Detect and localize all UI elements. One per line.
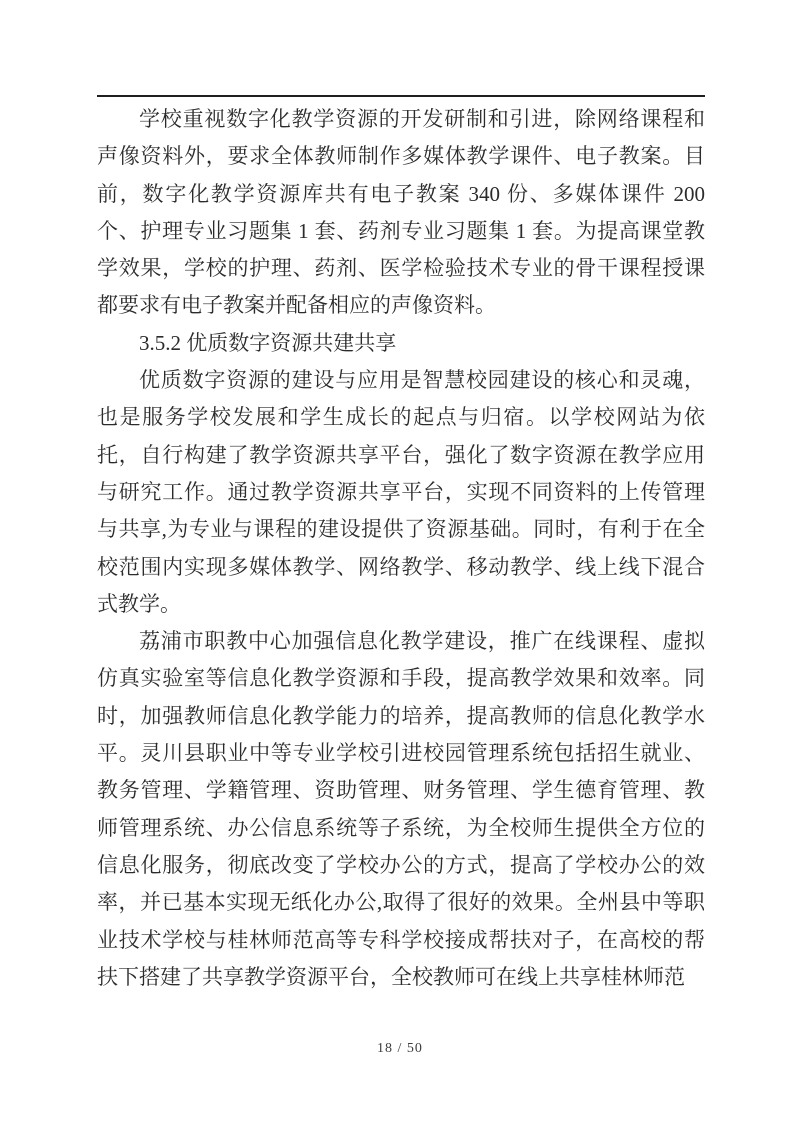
page-footer [0, 1039, 800, 1057]
page-number: 18 / 50 [377, 1041, 423, 1056]
document-body [97, 101, 705, 996]
paragraph: 学校重视数字化教学资源的开发研制和引进，除网络课程和声像资料外，要求全体教师制作多媒体教学课件、电子教案。目前，数字化教学资源库共有电子教案 340 份、多媒体课件 200 个、护理专业习题集 1 套、药剂专业习题集 1 套。为提高课堂教学效果，学校的护理、药剂、医学检验技术专业的骨干课程授课都要求有电子教案并配备相应的声像资料。 [97, 107, 705, 318]
paragraph: 优质数字资源的建设与应用是智慧校园建设的核心和灵魂，也是服务学校发展和学生成长的起点与归宿。以学校网站为依托，自行构建了教学资源共享平台，强化了数字资源在教学应用与研究工作。通过教学资源共享平台，实现不同资料的上传管理与共享,为专业与课程的建设提供了资源基础。同时，有利于在全校范围内实现多媒体教学、网络教学、移动教学、线上线下混合式教学。 [97, 368, 705, 616]
paragraph: 荔浦市职教中心加强信息化教学建设，推广在线课程、虚拟仿真实验室等信息化教学资源和手段，提高教学效果和效率。同时，加强教师信息化教学能力的培养，提高教师的信息化教学水平。灵川县职业中等专业学校引进校园管理系统包括招生就业、教务管理、学籍管理、资助管理、财务管理、学生德育管理、教师管理系统、办公信息系统等子系统，为全校师生提供全方位的信息化服务，彻底改变了学校办公的方式，提高了学校办公的效率，并已基本实现无纸化办公,取得了很好的效果。全州县中等职业技术学校与桂林师范高等专科学校接成帮扶对子，在高校的帮扶下搭建了共享教学资源平台，全校教师可在线上共享桂林师范 [97, 629, 705, 989]
top-rule [97, 95, 705, 97]
section-heading: 3.5.2 优质数字资源共建共享 [139, 330, 397, 355]
